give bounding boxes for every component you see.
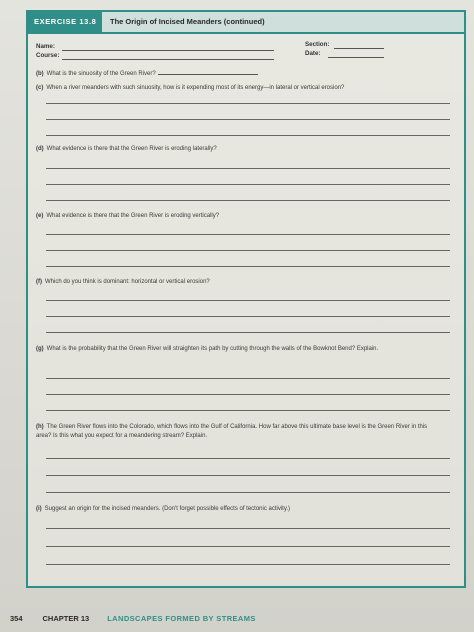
question-b-number: (b) [36, 71, 44, 77]
question-e [36, 212, 456, 221]
exercise-number: EXERCISE 13.8 [28, 12, 102, 32]
question-d-text: What evidence is there that the Green River is eroding laterally? [46, 146, 217, 152]
question-g-number: (g) [36, 346, 44, 352]
course-field[interactable] [62, 59, 274, 60]
question-d-number: (d) [36, 146, 44, 152]
question-c-text: When a river meanders with such sinuosity, how is it expending most of its energy—in lateral or vertical erosion? [46, 85, 345, 91]
exercise-header [28, 12, 464, 34]
question-c [36, 84, 456, 93]
chapter-label: CHAPTER 13 [42, 614, 90, 623]
question-g-text: What is the probability that the Green River will straighten its path by cutting through the walls of the Bowknot Bend? Explain. [46, 346, 379, 352]
question-i [36, 505, 456, 514]
chapter-title: LANDSCAPES FORMED BY STREAMS [107, 614, 256, 623]
question-e-text: What evidence is there that the Green River is eroding vertically? [46, 213, 220, 219]
question-i-number: (i) [36, 506, 42, 512]
answer-line[interactable] [46, 135, 450, 136]
answer-line[interactable] [46, 250, 450, 251]
course-label: Course: [36, 52, 60, 59]
question-f [36, 278, 456, 287]
answer-line[interactable] [46, 394, 450, 395]
name-field[interactable] [62, 50, 274, 51]
question-b-answer-line[interactable] [158, 74, 258, 75]
answer-line[interactable] [46, 103, 450, 104]
question-g [36, 345, 426, 354]
exercise-title: The Origin of Incised Meanders (continued) [110, 17, 265, 26]
answer-line[interactable] [46, 184, 450, 185]
answer-line[interactable] [46, 410, 450, 411]
section-label: Section: [305, 41, 330, 48]
answer-line[interactable] [46, 458, 450, 459]
page-number: 354 [10, 614, 23, 623]
question-h-number: (h) [36, 424, 44, 430]
answer-line[interactable] [46, 528, 450, 529]
question-h-text: The Green River flows into the Colorado, which flows into the Gulf of California. How far above this ultimate base level is the Green River in this area? Is this what you expect for a meandering stream? Explain. [36, 424, 428, 439]
answer-line[interactable] [46, 234, 450, 235]
date-label: Date: [305, 50, 321, 57]
question-i-text: Suggest an origin for the incised meanders. (Don't forget possible effects of tectonic activity.) [44, 506, 291, 512]
answer-line[interactable] [46, 200, 450, 201]
answer-line[interactable] [46, 378, 450, 379]
question-f-text: Which do you think is dominant: horizontal or vertical erosion? [45, 279, 210, 285]
answer-line[interactable] [46, 564, 450, 565]
exercise-box [26, 10, 466, 588]
answer-line[interactable] [46, 300, 450, 301]
date-field[interactable] [328, 57, 384, 58]
answer-line[interactable] [46, 492, 450, 493]
answer-line[interactable] [46, 332, 450, 333]
answer-line[interactable] [46, 266, 450, 267]
answer-line[interactable] [46, 168, 450, 169]
question-c-number: (c) [36, 85, 44, 91]
answer-line[interactable] [46, 546, 450, 547]
question-e-number: (e) [36, 213, 44, 219]
question-f-number: (f) [36, 279, 42, 285]
page-footer [10, 614, 256, 623]
question-d [36, 145, 456, 154]
answer-line[interactable] [46, 119, 450, 120]
answer-line[interactable] [46, 316, 450, 317]
question-b [36, 70, 456, 79]
answer-line[interactable] [46, 475, 450, 476]
section-field[interactable] [334, 48, 384, 49]
question-h [36, 423, 431, 440]
name-label: Name: [36, 43, 55, 50]
question-b-text: What is the sinuosity of the Green River? [46, 71, 156, 77]
